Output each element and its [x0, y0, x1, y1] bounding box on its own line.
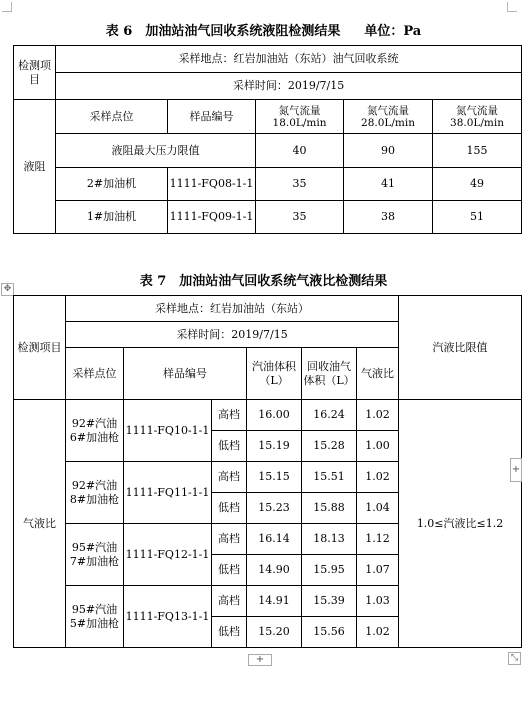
cell-value: 35 [256, 168, 344, 201]
cell-gas: 15.19 [247, 431, 302, 462]
cell-ratio: 1.12 [357, 524, 399, 555]
col-header-flow: 氮气流量28.0L/min [344, 100, 433, 134]
row-label: 液阻 [14, 100, 56, 234]
table6-title [0, 20, 527, 39]
header-item-cell: 检测项目 [14, 296, 66, 400]
cell-point: 1#加油机 [56, 201, 168, 234]
sampling-time: 采样时间：2019/7/15 [56, 73, 522, 100]
table6-unit: 单位：Pa [364, 24, 422, 39]
cell-sample: 1111-FQ11-1-1 [124, 462, 212, 524]
cell-sample: 1111-FQ12-1-1 [124, 524, 212, 586]
cell-recover: 18.13 [302, 524, 357, 555]
cell-ratio: 1.04 [357, 493, 399, 524]
cell-gear: 低档 [212, 493, 247, 524]
page-corner-mark [2, 2, 12, 12]
cell-value: 49 [433, 168, 522, 201]
cell-point: 2#加油机 [56, 168, 168, 201]
cell-recover: 15.88 [302, 493, 357, 524]
sampling-time: 采样时间：2019/7/15 [66, 322, 399, 348]
cell-recover: 15.56 [302, 617, 357, 648]
cell-ratio: 1.02 [357, 617, 399, 648]
row-label: 气液比 [14, 400, 66, 648]
col-header-flow: 氮气流量38.0L/min [433, 100, 522, 134]
table-move-handle[interactable]: ✥ [1, 283, 14, 296]
cell-recover: 15.28 [302, 431, 357, 462]
col-header-flow: 氮气流量18.0L/min [256, 100, 344, 134]
cell-sample: 1111-FQ08-1-1 [168, 168, 256, 201]
cell-gas: 15.20 [247, 617, 302, 648]
cell-ratio: 1.00 [357, 431, 399, 462]
limit-header: 汽液比限值 [399, 296, 522, 400]
cell-value: 38 [344, 201, 433, 234]
sampling-place: 采样地点：红岩加油站（东站） [66, 296, 399, 322]
cell-gear: 低档 [212, 617, 247, 648]
header-item-cell: 检测项目 [14, 46, 56, 100]
cell-gas: 14.90 [247, 555, 302, 586]
table-resize-handle[interactable]: ⤡ [508, 652, 521, 665]
cell-ratio: 1.02 [357, 462, 399, 493]
col-header-point: 采样点位 [66, 348, 124, 400]
cell-point: 95#汽油5#加油枪 [66, 586, 124, 648]
cell-point: 92#汽油8#加油枪 [66, 462, 124, 524]
add-row-button[interactable]: + [248, 654, 272, 666]
table6-title-text: 表 6 加油站油气回收系统液阻检测结果 [105, 24, 341, 39]
cell-gear: 高档 [212, 462, 247, 493]
cell-gear: 低档 [212, 555, 247, 586]
cell-point: 92#汽油6#加油枪 [66, 400, 124, 462]
cell-recover: 16.24 [302, 400, 357, 431]
cell-gear: 高档 [212, 400, 247, 431]
cell-sample: 1111-FQ09-1-1 [168, 201, 256, 234]
cell-recover: 15.39 [302, 586, 357, 617]
cell-gas: 15.15 [247, 462, 302, 493]
add-column-button[interactable]: + [510, 458, 522, 482]
table-row [14, 168, 522, 201]
col-header-gas: 汽油体积（L） [247, 348, 302, 400]
cell-gear: 高档 [212, 524, 247, 555]
table7-title: 表 7 加油站油气回收系统气液比检测结果 [139, 274, 388, 289]
cell-point: 95#汽油7#加油枪 [66, 524, 124, 586]
limit-value: 155 [433, 134, 522, 168]
cell-value: 41 [344, 168, 433, 201]
col-header-recover: 回收油气体积（L） [302, 348, 357, 400]
table-row [14, 400, 522, 431]
sampling-place: 采样地点：红岩加油站（东站）油气回收系统 [56, 46, 522, 73]
page-corner-mark [507, 2, 517, 12]
cell-sample: 1111-FQ13-1-1 [124, 586, 212, 648]
cell-gas: 16.00 [247, 400, 302, 431]
cell-ratio: 1.03 [357, 586, 399, 617]
table7 [13, 295, 522, 648]
cell-ratio: 1.07 [357, 555, 399, 586]
limit-value: 1.0≤汽液比≤1.2 [399, 400, 522, 648]
limit-label: 液阻最大压力限值 [56, 134, 256, 168]
cell-gas: 15.23 [247, 493, 302, 524]
cell-ratio: 1.02 [357, 400, 399, 431]
cell-recover: 15.95 [302, 555, 357, 586]
cell-gear: 低档 [212, 431, 247, 462]
cell-gas: 16.14 [247, 524, 302, 555]
limit-value: 40 [256, 134, 344, 168]
cell-sample: 1111-FQ10-1-1 [124, 400, 212, 462]
cell-value: 51 [433, 201, 522, 234]
col-header-point: 采样点位 [56, 100, 168, 134]
col-header-sample: 样品编号 [124, 348, 247, 400]
cell-recover: 15.51 [302, 462, 357, 493]
cell-value: 35 [256, 201, 344, 234]
col-header-sample: 样品编号 [168, 100, 256, 134]
table-row [14, 201, 522, 234]
col-header-ratio: 气液比 [357, 348, 399, 400]
cell-gear: 高档 [212, 586, 247, 617]
table6 [13, 45, 522, 234]
cell-gas: 14.91 [247, 586, 302, 617]
limit-value: 90 [344, 134, 433, 168]
